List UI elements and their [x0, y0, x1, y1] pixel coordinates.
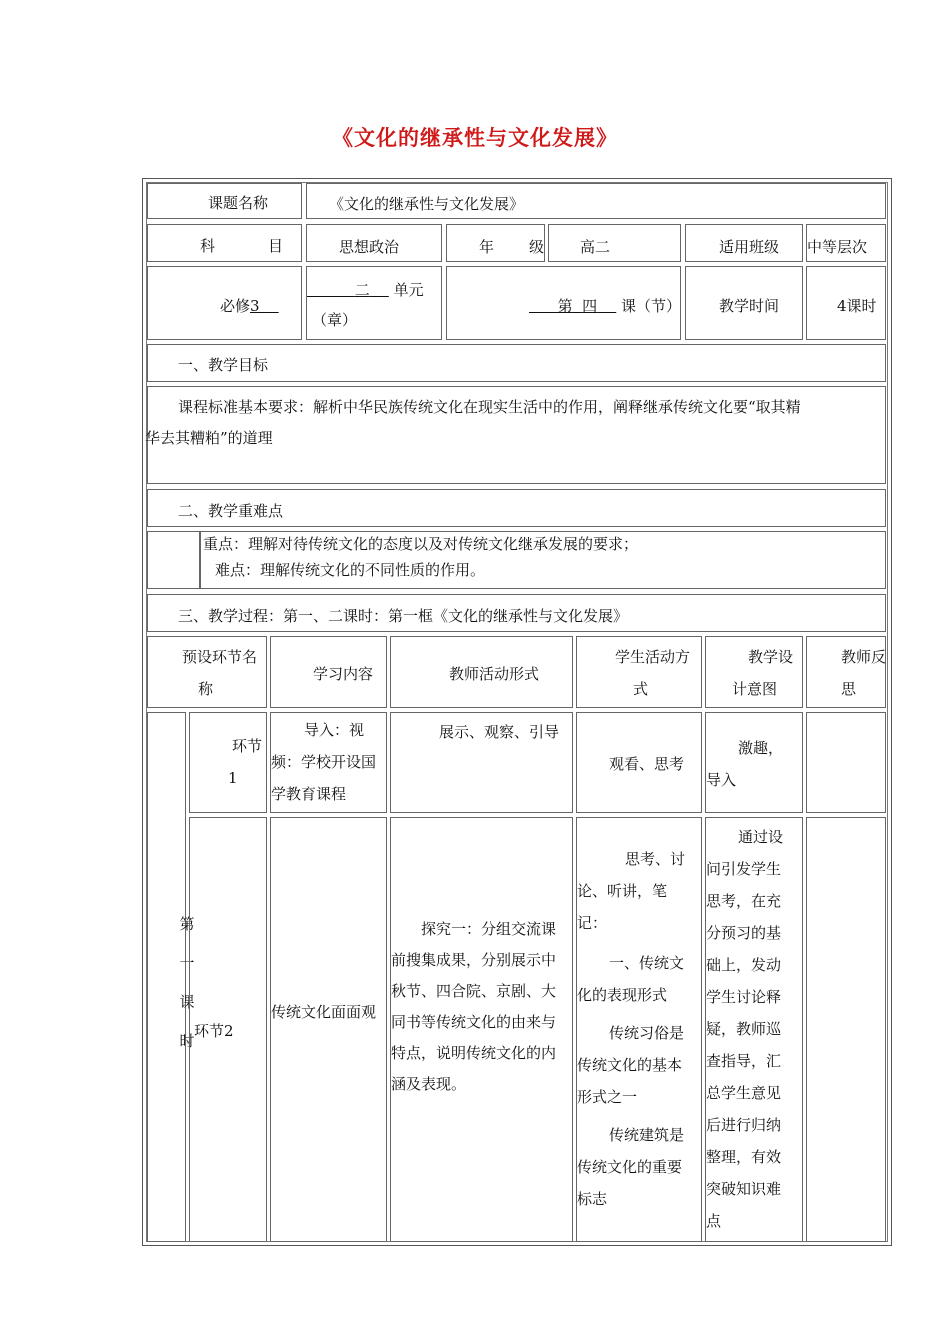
topic-value-cell — [306, 183, 886, 219]
section2-spacer-cell — [147, 531, 200, 589]
subject-value-cell — [306, 224, 442, 262]
lesson-label-char-2: 一 — [179, 954, 195, 972]
grade-value: 高二 — [580, 238, 611, 256]
lesson-label-cell — [147, 712, 195, 1242]
row2-student-line-2: 论、听讲，笔 — [577, 882, 668, 900]
row1-name-2: 1 — [228, 769, 238, 787]
document-title: 《文化的继承性与文化发展》 — [332, 125, 618, 150]
subject-label-2: 目 — [268, 237, 284, 255]
row2-design-line-8: 查指导，汇 — [706, 1052, 782, 1070]
row2-design-line-7: 疑，教师巡 — [706, 1020, 782, 1038]
row2-student-line-7: 传统文化的基本 — [577, 1056, 683, 1074]
col-design-1: 教学设 — [748, 648, 794, 666]
row2-teacher-line-4: 同书等传统文化的由来与 — [391, 1013, 557, 1031]
class-label-cell — [685, 224, 803, 262]
row2-content-1: 传统文化面面观 — [271, 1003, 377, 1021]
section1-heading: 一、教学目标 — [178, 356, 269, 374]
topic-value: 《文化的继承性与文化发展》 — [329, 195, 525, 213]
section1-heading-cell — [147, 344, 886, 382]
row2-design-line-13: 点 — [706, 1212, 722, 1230]
col-reflect-1: 教师反 — [841, 648, 887, 666]
row2-design-line-10: 后进行归纳 — [706, 1116, 782, 1134]
book-label: 必修3 — [220, 297, 260, 315]
section1-body-line1: 课程标准基本要求：解析中华民族传统文化在现实生活中的作用，阐释继承传统文化要“取其精 — [178, 398, 801, 416]
row2-student-line-4: 一、传统文 — [609, 954, 685, 972]
col-link-name-1: 预设环节名 — [182, 648, 258, 666]
row2-design-line-1: 通过设 — [738, 828, 784, 846]
row2-reflect — [806, 817, 886, 1242]
difficult-point: 难点：理解传统文化的不同性质的作用。 — [215, 561, 486, 579]
section2-heading-cell — [147, 489, 886, 527]
grade-value-cell — [548, 224, 681, 262]
col-teacher — [390, 636, 573, 708]
col-reflect-2: 思 — [841, 680, 857, 698]
row2-teacher — [390, 817, 573, 1242]
col-design-2: 计意图 — [732, 680, 778, 698]
section2-heading: 二、教学重难点 — [178, 502, 284, 520]
col-link-name-2: 称 — [198, 680, 214, 698]
col-student-2: 式 — [633, 680, 649, 698]
lesson-label: 第 四 课（节） — [557, 297, 682, 315]
row2-student-line-5: 化的表现形式 — [577, 986, 668, 1004]
col-content-label: 学习内容 — [313, 665, 374, 683]
row2-student-line-6: 传统习俗是 — [609, 1024, 685, 1042]
col-student-1: 学生活动方 — [615, 648, 691, 666]
row2-name-1: 环节2 — [194, 1022, 234, 1040]
row2-teacher-line-6: 涵及表现。 — [391, 1075, 467, 1093]
row1-design-2: 导入 — [706, 771, 737, 789]
section3-heading: 三、教学过程：第一、二课时：第一框《文化的继承性与文化发展》 — [178, 607, 629, 625]
section2-body-cell — [200, 531, 886, 589]
row1-teacher-1: 展示、观察、引导 — [439, 723, 560, 741]
time-value-cell — [806, 266, 886, 340]
col-link-name — [147, 636, 267, 708]
row2-teacher-line-1: 探究一：分组交流课 — [421, 920, 557, 938]
row2-design-line-2: 问引发学生 — [706, 860, 782, 878]
col-teacher-label: 教师活动形式 — [449, 665, 540, 683]
unit-cell — [306, 266, 442, 340]
row1-teacher — [390, 712, 573, 813]
section1-body-cell — [147, 386, 886, 484]
lesson-label-char-3: 课 — [179, 993, 195, 1011]
class-value-cell — [806, 224, 886, 262]
subject-label-1: 科 — [200, 237, 216, 255]
row2-design-line-9: 总学生意见 — [706, 1084, 782, 1102]
lesson-label-char-4: 时 — [179, 1032, 195, 1050]
row2-teacher-line-5: 特点，说明传统文化的内 — [391, 1044, 557, 1062]
time-value: 4课时 — [837, 297, 877, 315]
topic-label: 课题名称 — [208, 194, 269, 212]
row2-student-line-9: 传统建筑是 — [609, 1126, 685, 1144]
lesson-cell — [446, 266, 681, 340]
row2-design-line-3: 思考，在充 — [706, 892, 782, 910]
row2-student-line-11: 标志 — [577, 1190, 608, 1208]
col-design — [705, 636, 803, 708]
row2-design-line-11: 整理，有效 — [706, 1148, 782, 1166]
section3-heading-cell — [147, 594, 886, 632]
unit-label: 二 单元 — [354, 281, 424, 299]
row1-content-3: 学教育课程 — [271, 785, 347, 803]
row2-content — [270, 817, 387, 1242]
row2-student-line-10: 传统文化的重要 — [577, 1158, 683, 1176]
row2-student-line-1: 思考、讨 — [625, 850, 686, 868]
key-point: 重点：理解对待传统文化的态度以及对传统文化继承发展的要求； — [203, 535, 639, 553]
row1-content — [270, 712, 387, 813]
row1-student-1: 观看、思考 — [609, 755, 685, 773]
row1-name — [189, 712, 267, 813]
grade-label-2: 级 — [529, 238, 545, 256]
row1-content-2: 频：学校开设国 — [271, 753, 377, 771]
time-label-cell — [685, 266, 803, 340]
row2-design-line-6: 学生讨论释 — [706, 988, 782, 1006]
chapter-label: （章） — [312, 311, 358, 329]
topic-label-cell — [147, 183, 302, 219]
row2-student-line-3: 记： — [577, 914, 608, 932]
row1-design-1: 激趣， — [738, 739, 784, 757]
row2-name — [189, 817, 267, 1242]
row2-teacher-line-2: 前搜集成果，分别展示中 — [391, 951, 557, 969]
row2-student-line-8: 形式之一 — [577, 1088, 638, 1106]
col-content — [270, 636, 387, 708]
row2-design-line-12: 突破知识难 — [706, 1180, 782, 1198]
row1-design — [705, 712, 803, 813]
row2-design — [705, 817, 803, 1242]
subject-value: 思想政治 — [339, 238, 400, 256]
lesson-label-char-1: 第 — [179, 915, 195, 933]
row2-teacher-line-3: 秋节、四合院、京剧、大 — [391, 982, 557, 1000]
class-value: 中等层次 — [807, 238, 868, 256]
section1-body-line2: 华去其糟粕”的道理 — [145, 429, 273, 447]
row1-name-1: 环节 — [232, 737, 263, 755]
row1-content-1: 导入：视 — [304, 721, 365, 739]
col-student — [576, 636, 702, 708]
row2-student — [576, 817, 702, 1242]
book-cell — [147, 266, 302, 340]
subject-label-cell — [147, 224, 302, 262]
row2-design-line-4: 分预习的基 — [706, 924, 782, 942]
row1-reflect — [806, 712, 886, 813]
row2-design-line-5: 础上，发动 — [706, 956, 782, 974]
class-label: 适用班级 — [719, 238, 780, 256]
grade-label-1: 年 — [479, 238, 495, 256]
row1-student — [576, 712, 702, 813]
grade-label-cell — [446, 224, 545, 262]
col-reflect — [806, 636, 886, 708]
time-label: 教学时间 — [719, 297, 780, 315]
